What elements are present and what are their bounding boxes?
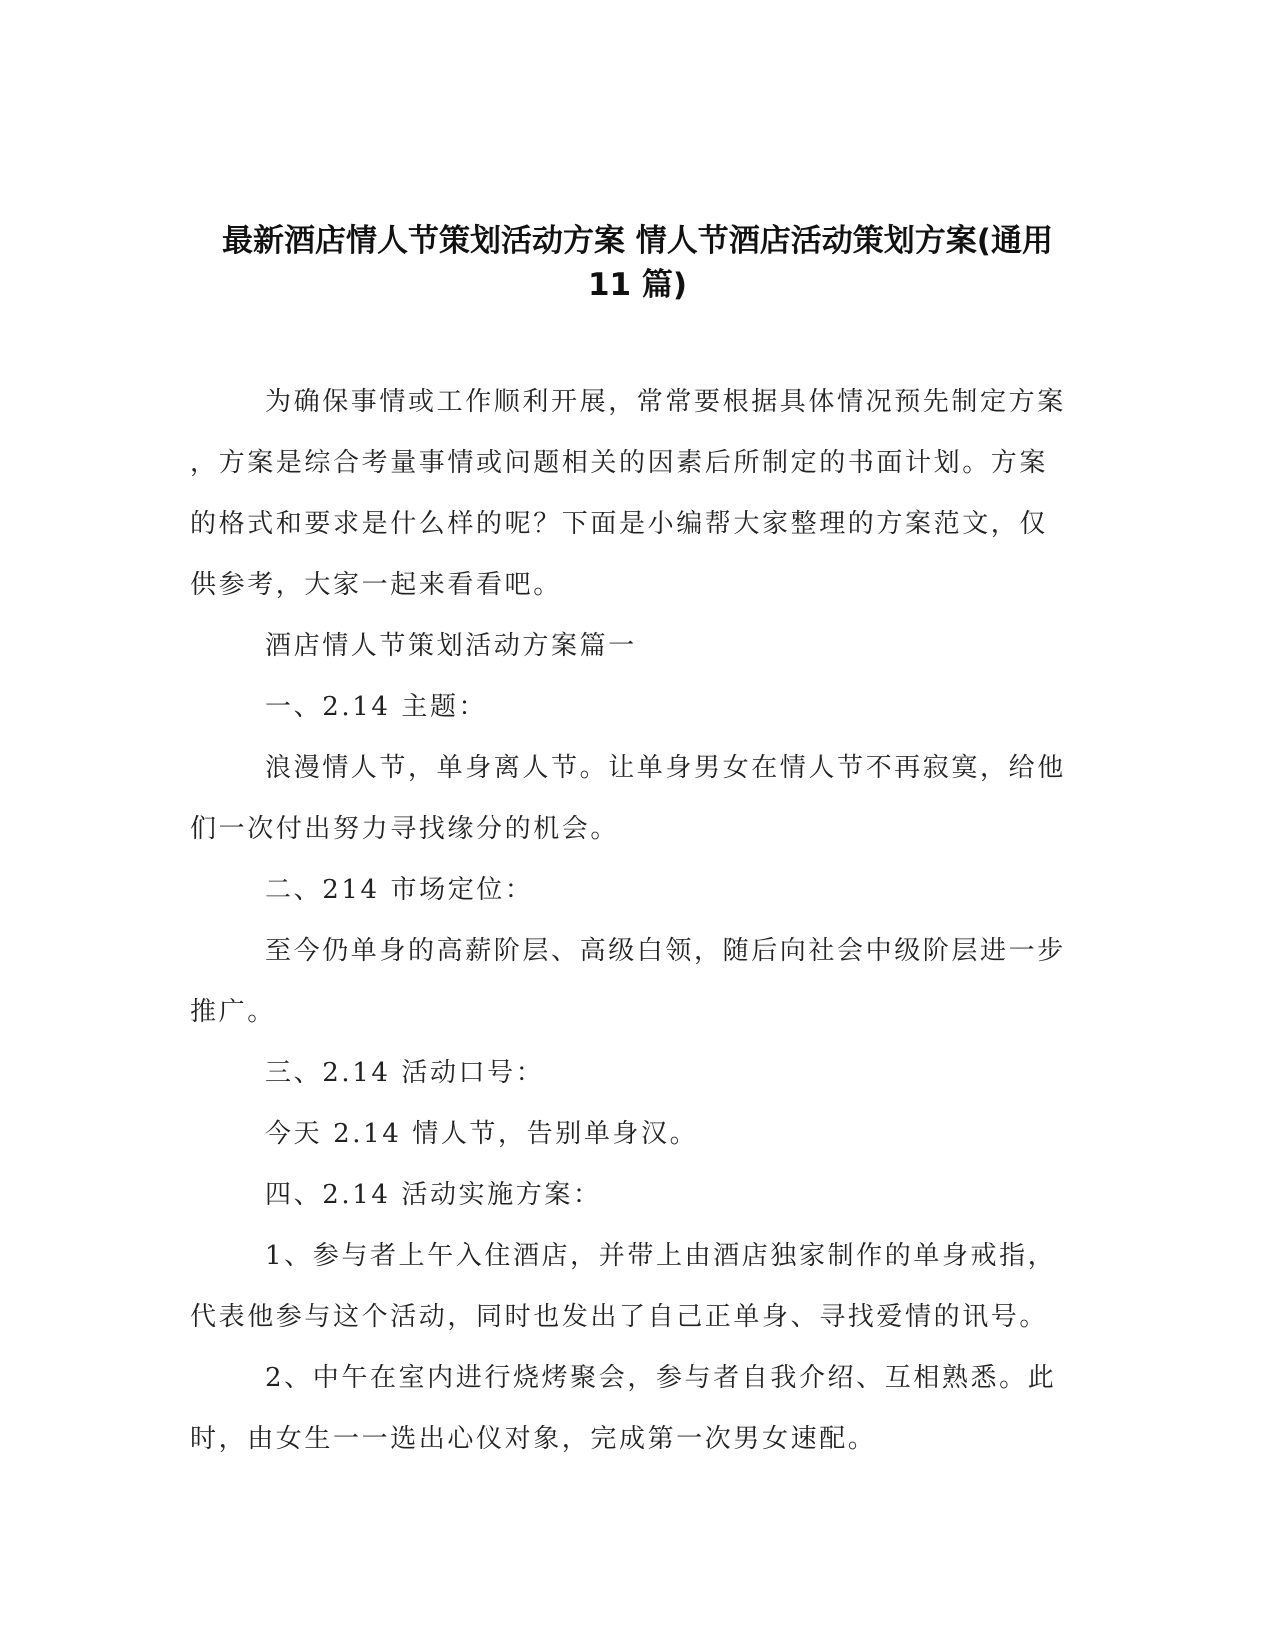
section-heading: 酒店情人节策划活动方案篇一 [265, 631, 637, 661]
body-line: 今天 2.14 情人节，告别单身汉。 [265, 1119, 699, 1149]
body-line: ，方案是综合考量事情或问题相关的因素后所制定的书面计划。方案 [190, 448, 1049, 478]
item-heading: 三、2.14 活动口号： [265, 1058, 545, 1088]
body-line: 时，由女生一一选出心仪对象，完成第一次男女速配。 [190, 1424, 877, 1454]
body-line: 供参考，大家一起来看看吧。 [190, 570, 562, 600]
body-line: 2、中午在室内进行烧烤聚会，参与者自我介绍、互相熟悉。此 [265, 1363, 1057, 1393]
body-line: 们一次付出努力寻找缘分的机会。 [190, 814, 620, 844]
body-line: 浪漫情人节，单身离人节。让单身男女在情人节不再寂寞，给他 [265, 753, 1066, 783]
body-line: 推广。 [190, 997, 276, 1027]
body-line: 的格式和要求是什么样的呢？下面是小编帮大家整理的方案范文，仅 [190, 509, 1049, 539]
body-line: 1、参与者上午入住酒店，并带上由酒店独家制作的单身戒指， [265, 1241, 1057, 1271]
document-title [150, 219, 1125, 307]
body-line: 为确保事情或工作顺利开展，常常要根据具体情况预先制定方案 [265, 387, 1066, 417]
body-line: 代表他参与这个活动，同时也发出了自己正单身、寻找爱情的讯号。 [190, 1302, 1049, 1332]
body-line: 至今仍单身的高薪阶层、高级白领，随后向社会中级阶层进一步 [265, 936, 1066, 966]
item-heading: 一、2.14 主题： [265, 692, 488, 722]
document-body [190, 372, 1080, 1470]
item-heading: 四、2.14 活动实施方案： [265, 1180, 602, 1210]
title-line-2: 11 篇) [587, 266, 688, 303]
item-heading: 二、214 市场定位： [265, 875, 534, 905]
title-line-1: 最新酒店情人节策划活动方案 情人节酒店活动策划方案(通用 [222, 222, 1053, 259]
